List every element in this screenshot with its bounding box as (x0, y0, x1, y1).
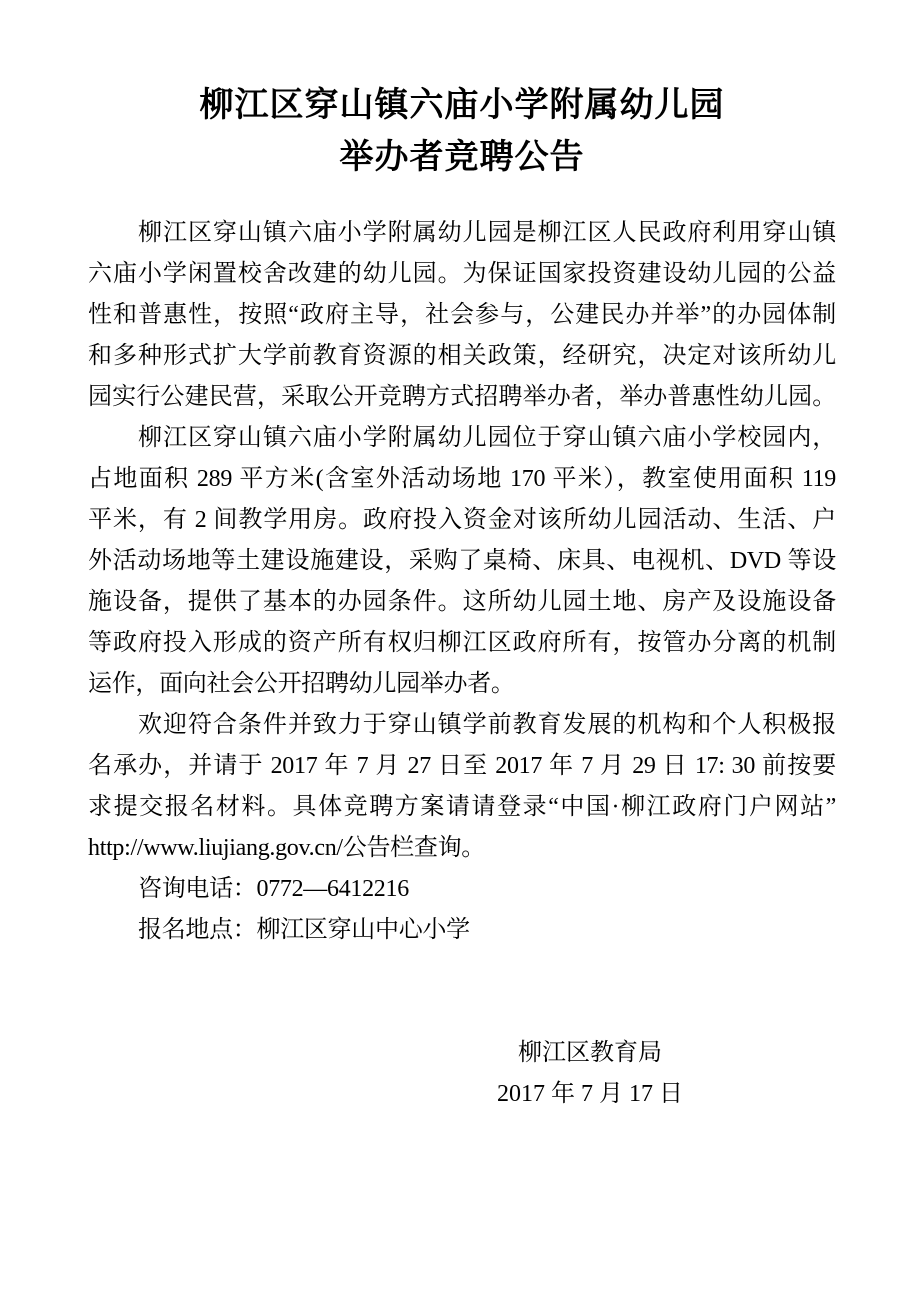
document-title-line-1: 柳江区穿山镇六庙小学附属幼儿园 (199, 86, 725, 124)
text-line: 咨询电话：0772—6412216 (138, 876, 409, 902)
document-body (88, 213, 836, 951)
text-line: 运作，面向社会公开招聘幼儿园举办者。 (88, 671, 515, 697)
document-title-line-2: 举办者竞聘公告 (339, 138, 585, 176)
text-line: 性和普惠性，按照“政府主导，社会参与，公建民办并举”的办园体制 (88, 302, 836, 328)
text-line: 求提交报名材料。具体竞聘方案请请登录“中国·柳江政府门户网站” (88, 794, 836, 820)
text-line: 报名地点：柳江区穿山中心小学 (138, 917, 470, 943)
signature-date: 2017 年 7 月 17 日 (497, 1081, 683, 1107)
text-line: 和多种形式扩大学前教育资源的相关政策，经研究，决定对该所幼儿 (88, 343, 836, 369)
text-line: 占地面积 289 平方米(含室外活动场地 170 平米），教室使用面积 119 (88, 466, 836, 492)
signature-org: 柳江区教育局 (518, 1040, 662, 1066)
text-line: 施设备，提供了基本的办园条件。这所幼儿园土地、房产及设施设备 (88, 589, 836, 615)
text-line: 六庙小学闲置校舍改建的幼儿园。为保证国家投资建设幼儿园的公益 (88, 261, 836, 287)
text-line: 平米，有 2 间教学用房。政府投入资金对该所幼儿园活动、生活、户 (88, 507, 836, 533)
text-line: 柳江区穿山镇六庙小学附属幼儿园是柳江区人民政府利用穿山镇 (138, 220, 836, 246)
text-line: http://www.liujiang.gov.cn/公告栏查询。 (88, 835, 485, 861)
text-line: 园实行公建民营，采取公开竞聘方式招聘举办者，举办普惠性幼儿园。 (88, 384, 836, 410)
signature-block (497, 1033, 683, 1115)
text-line: 名承办，并请于 2017 年 7 月 27 日至 2017 年 7 月 29 日 17: 30 前按要 (88, 753, 836, 779)
text-line: 欢迎符合条件并致力于穿山镇学前教育发展的机构和个人积极报 (138, 712, 836, 738)
text-line: 等政府投入形成的资产所有权归柳江区政府所有，按管办分离的机制 (88, 630, 836, 656)
document-content (88, 0, 836, 1115)
text-line: 柳江区穿山镇六庙小学附属幼儿园位于穿山镇六庙小学校园内， (138, 425, 836, 451)
text-line: 外活动场地等土建设施建设，采购了桌椅、床具、电视机、DVD 等设 (88, 548, 836, 574)
document-title (88, 0, 836, 183)
